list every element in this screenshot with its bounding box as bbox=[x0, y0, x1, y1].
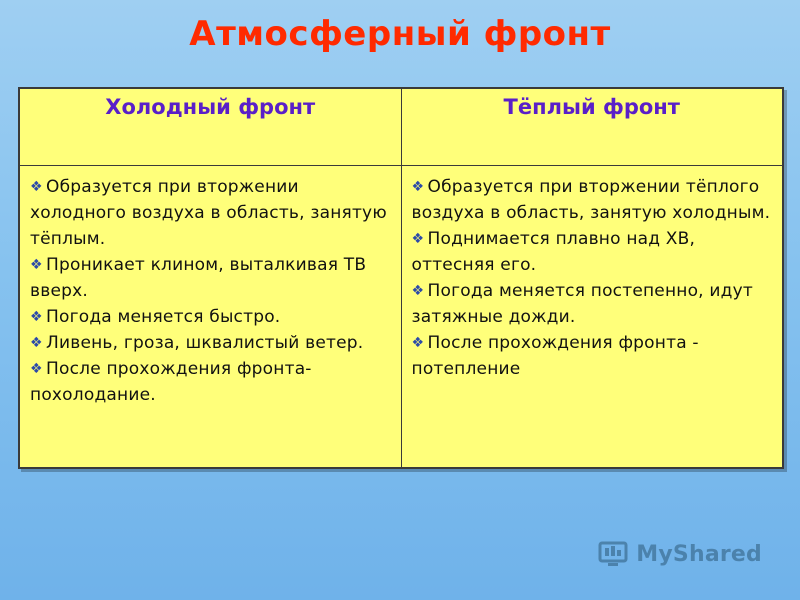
list-item bbox=[30, 174, 391, 252]
header-warm-front: Тёплый фронт bbox=[401, 89, 783, 166]
table-header-row bbox=[20, 89, 783, 166]
list-item-text: Поднимается плавно над ХВ, оттесняя его. bbox=[411, 229, 696, 275]
list-item bbox=[412, 174, 773, 226]
myshared-logo bbox=[598, 536, 762, 572]
list-item bbox=[30, 356, 391, 408]
list-item bbox=[30, 304, 391, 330]
front-comparison-table bbox=[19, 88, 783, 468]
myshared-logo-icon bbox=[598, 539, 632, 569]
table-content-row bbox=[20, 166, 783, 468]
front-comparison-table-container bbox=[18, 87, 784, 469]
list-item bbox=[412, 226, 773, 278]
list-item-text: После прохождения фронта - потепление bbox=[411, 333, 699, 379]
slide-title: Атмосферный фронт bbox=[189, 14, 611, 54]
list-item-text: Ливень, гроза, шквалистый ветер. bbox=[46, 333, 364, 353]
cold-front-list bbox=[30, 174, 391, 408]
list-item bbox=[412, 330, 773, 382]
list-item-text: После прохождения фронта-похолодание. bbox=[30, 359, 312, 405]
diamond-bullet-icon: ❖ bbox=[30, 309, 43, 325]
diamond-bullet-icon: ❖ bbox=[30, 335, 43, 351]
list-item bbox=[30, 252, 391, 304]
list-item bbox=[412, 278, 773, 330]
diamond-bullet-icon: ❖ bbox=[30, 179, 43, 195]
list-item-text: Проникает клином, выталкивая ТВ вверх. bbox=[30, 255, 367, 301]
diamond-bullet-icon: ❖ bbox=[411, 283, 425, 299]
diamond-bullet-icon: ❖ bbox=[30, 257, 43, 273]
list-item-text: Погода меняется постепенно, идут затяжные дожди. bbox=[411, 281, 753, 327]
list-item-text: Погода меняется быстро. bbox=[46, 307, 281, 327]
warm-front-cell bbox=[401, 166, 783, 468]
list-item-text: Образуется при вторжении холодного воздуха в область, занятую тёплым. bbox=[30, 177, 387, 249]
cold-front-cell bbox=[20, 166, 402, 468]
list-item-text: Образуется при вторжении тёплого воздуха в область, занятую холодным. bbox=[411, 177, 771, 223]
diamond-bullet-icon: ❖ bbox=[411, 335, 425, 351]
list-item bbox=[30, 330, 391, 356]
header-cold-front: Холодный фронт bbox=[20, 89, 402, 166]
logo-text: MyShared bbox=[636, 541, 762, 567]
diamond-bullet-icon: ❖ bbox=[411, 231, 425, 247]
warm-front-list bbox=[412, 174, 773, 382]
diamond-bullet-icon: ❖ bbox=[30, 361, 43, 377]
diamond-bullet-icon: ❖ bbox=[411, 179, 425, 195]
